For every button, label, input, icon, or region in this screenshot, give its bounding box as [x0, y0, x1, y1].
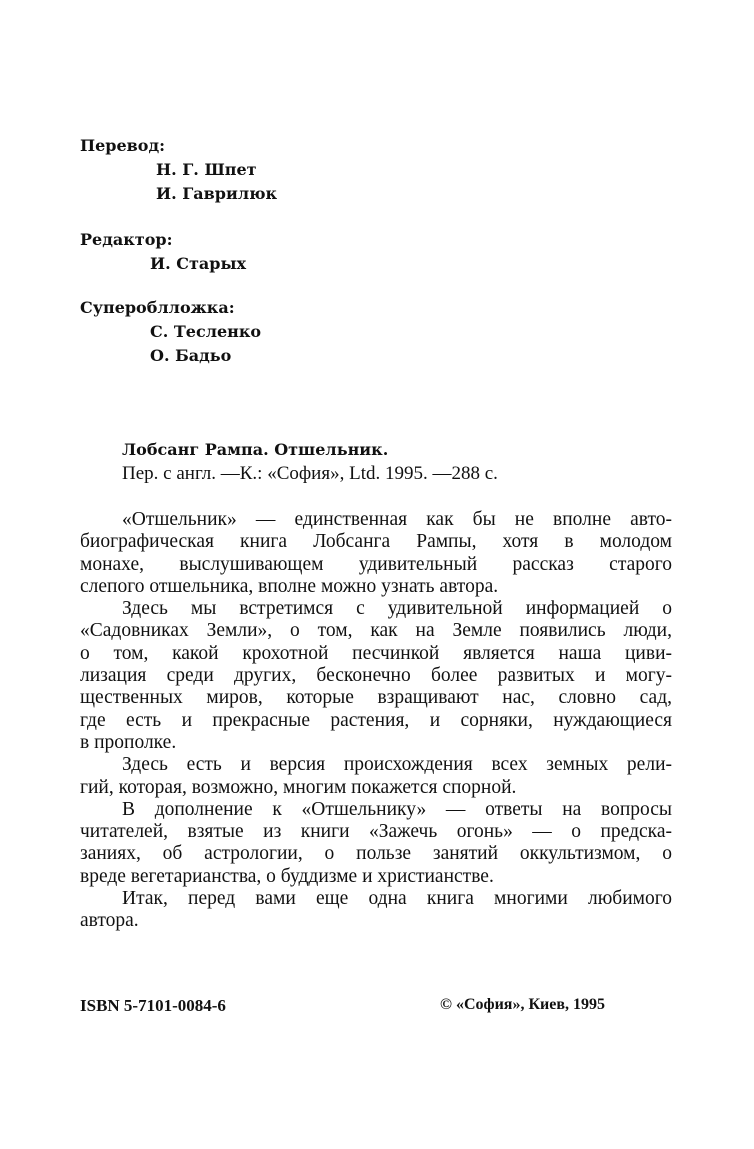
text-line: щественных миров, которые взращивают нас, словно сад,	[80, 687, 672, 709]
text-line: «Садовниках Земли», о том, как на Земле появились люди,	[80, 620, 672, 642]
translator-name-2: И. Гаврилюк	[156, 184, 278, 203]
annotation-paragraph-3	[80, 754, 672, 799]
annotation-paragraph-5	[80, 888, 672, 933]
publication-details: Пер. с англ. —К.: «София», Ltd. 1995. —288 с.	[122, 463, 498, 484]
translator-name-1: Н. Г. Шпет	[156, 160, 257, 179]
editor-name: И. Старых	[150, 254, 247, 273]
editor-label: Редактор:	[80, 230, 173, 249]
text-line: «Отшельник» — единственная как бы не вполне авто-	[122, 509, 672, 530]
text-line: читателей, взятые из книги «Зажечь огонь» — о предска-	[80, 821, 672, 843]
text-line: автора.	[80, 910, 139, 932]
text-line: заниях, об астрологии, о пользе занятий оккультизмом, о	[80, 843, 672, 865]
annotation-paragraph-2	[80, 598, 672, 754]
cover-label: Супероблложка:	[80, 298, 235, 317]
text-line: вреде вегетарианства, о буддизме и христианстве.	[80, 865, 494, 887]
text-line: Итак, перед вами еще одна книга многими любимого	[122, 888, 672, 910]
book-title: Лобсанг Рампа. Отшельник.	[122, 440, 389, 459]
text-line: монахе, выслушивающем удивительный рассказ старого	[80, 553, 672, 575]
text-line: гий, которая, возможно, многим покажется спорной.	[80, 776, 517, 798]
text-line: В дополнение к «Отшельнику» — ответы на вопросы	[122, 798, 672, 820]
cover-name-1: С. Тесленко	[150, 322, 262, 341]
text-line: слепого отшельника, вполне можно узнать автора.	[80, 575, 499, 597]
copyright: © «София», Киев, 1995	[440, 996, 606, 1013]
annotation-paragraph-4	[80, 799, 672, 888]
cover-name-2: О. Бадьо	[150, 346, 232, 365]
text-line: Здесь мы встретимся с удивительной информацией о	[122, 598, 672, 620]
annotation	[80, 509, 672, 933]
isbn: ISBN 5-7101-0084-6	[80, 996, 226, 1015]
text-line: биографическая книга Лобсанга Рампы, хотя в молодом	[80, 531, 672, 553]
translation-label: Перевод:	[80, 136, 166, 155]
text-line: Здесь есть и версия происхождения всех земных рели-	[122, 754, 672, 776]
text-line: о том, какой крохотной песчинкой является наша циви-	[80, 642, 672, 664]
text-line: где есть и прекрасные растения, и сорняки, нуждающиеся	[80, 709, 672, 731]
text-line: в прополке.	[80, 731, 177, 753]
annotation-paragraph-1	[80, 509, 672, 598]
text-line: лизация среди других, бесконечно более развитых и могу-	[80, 665, 672, 687]
